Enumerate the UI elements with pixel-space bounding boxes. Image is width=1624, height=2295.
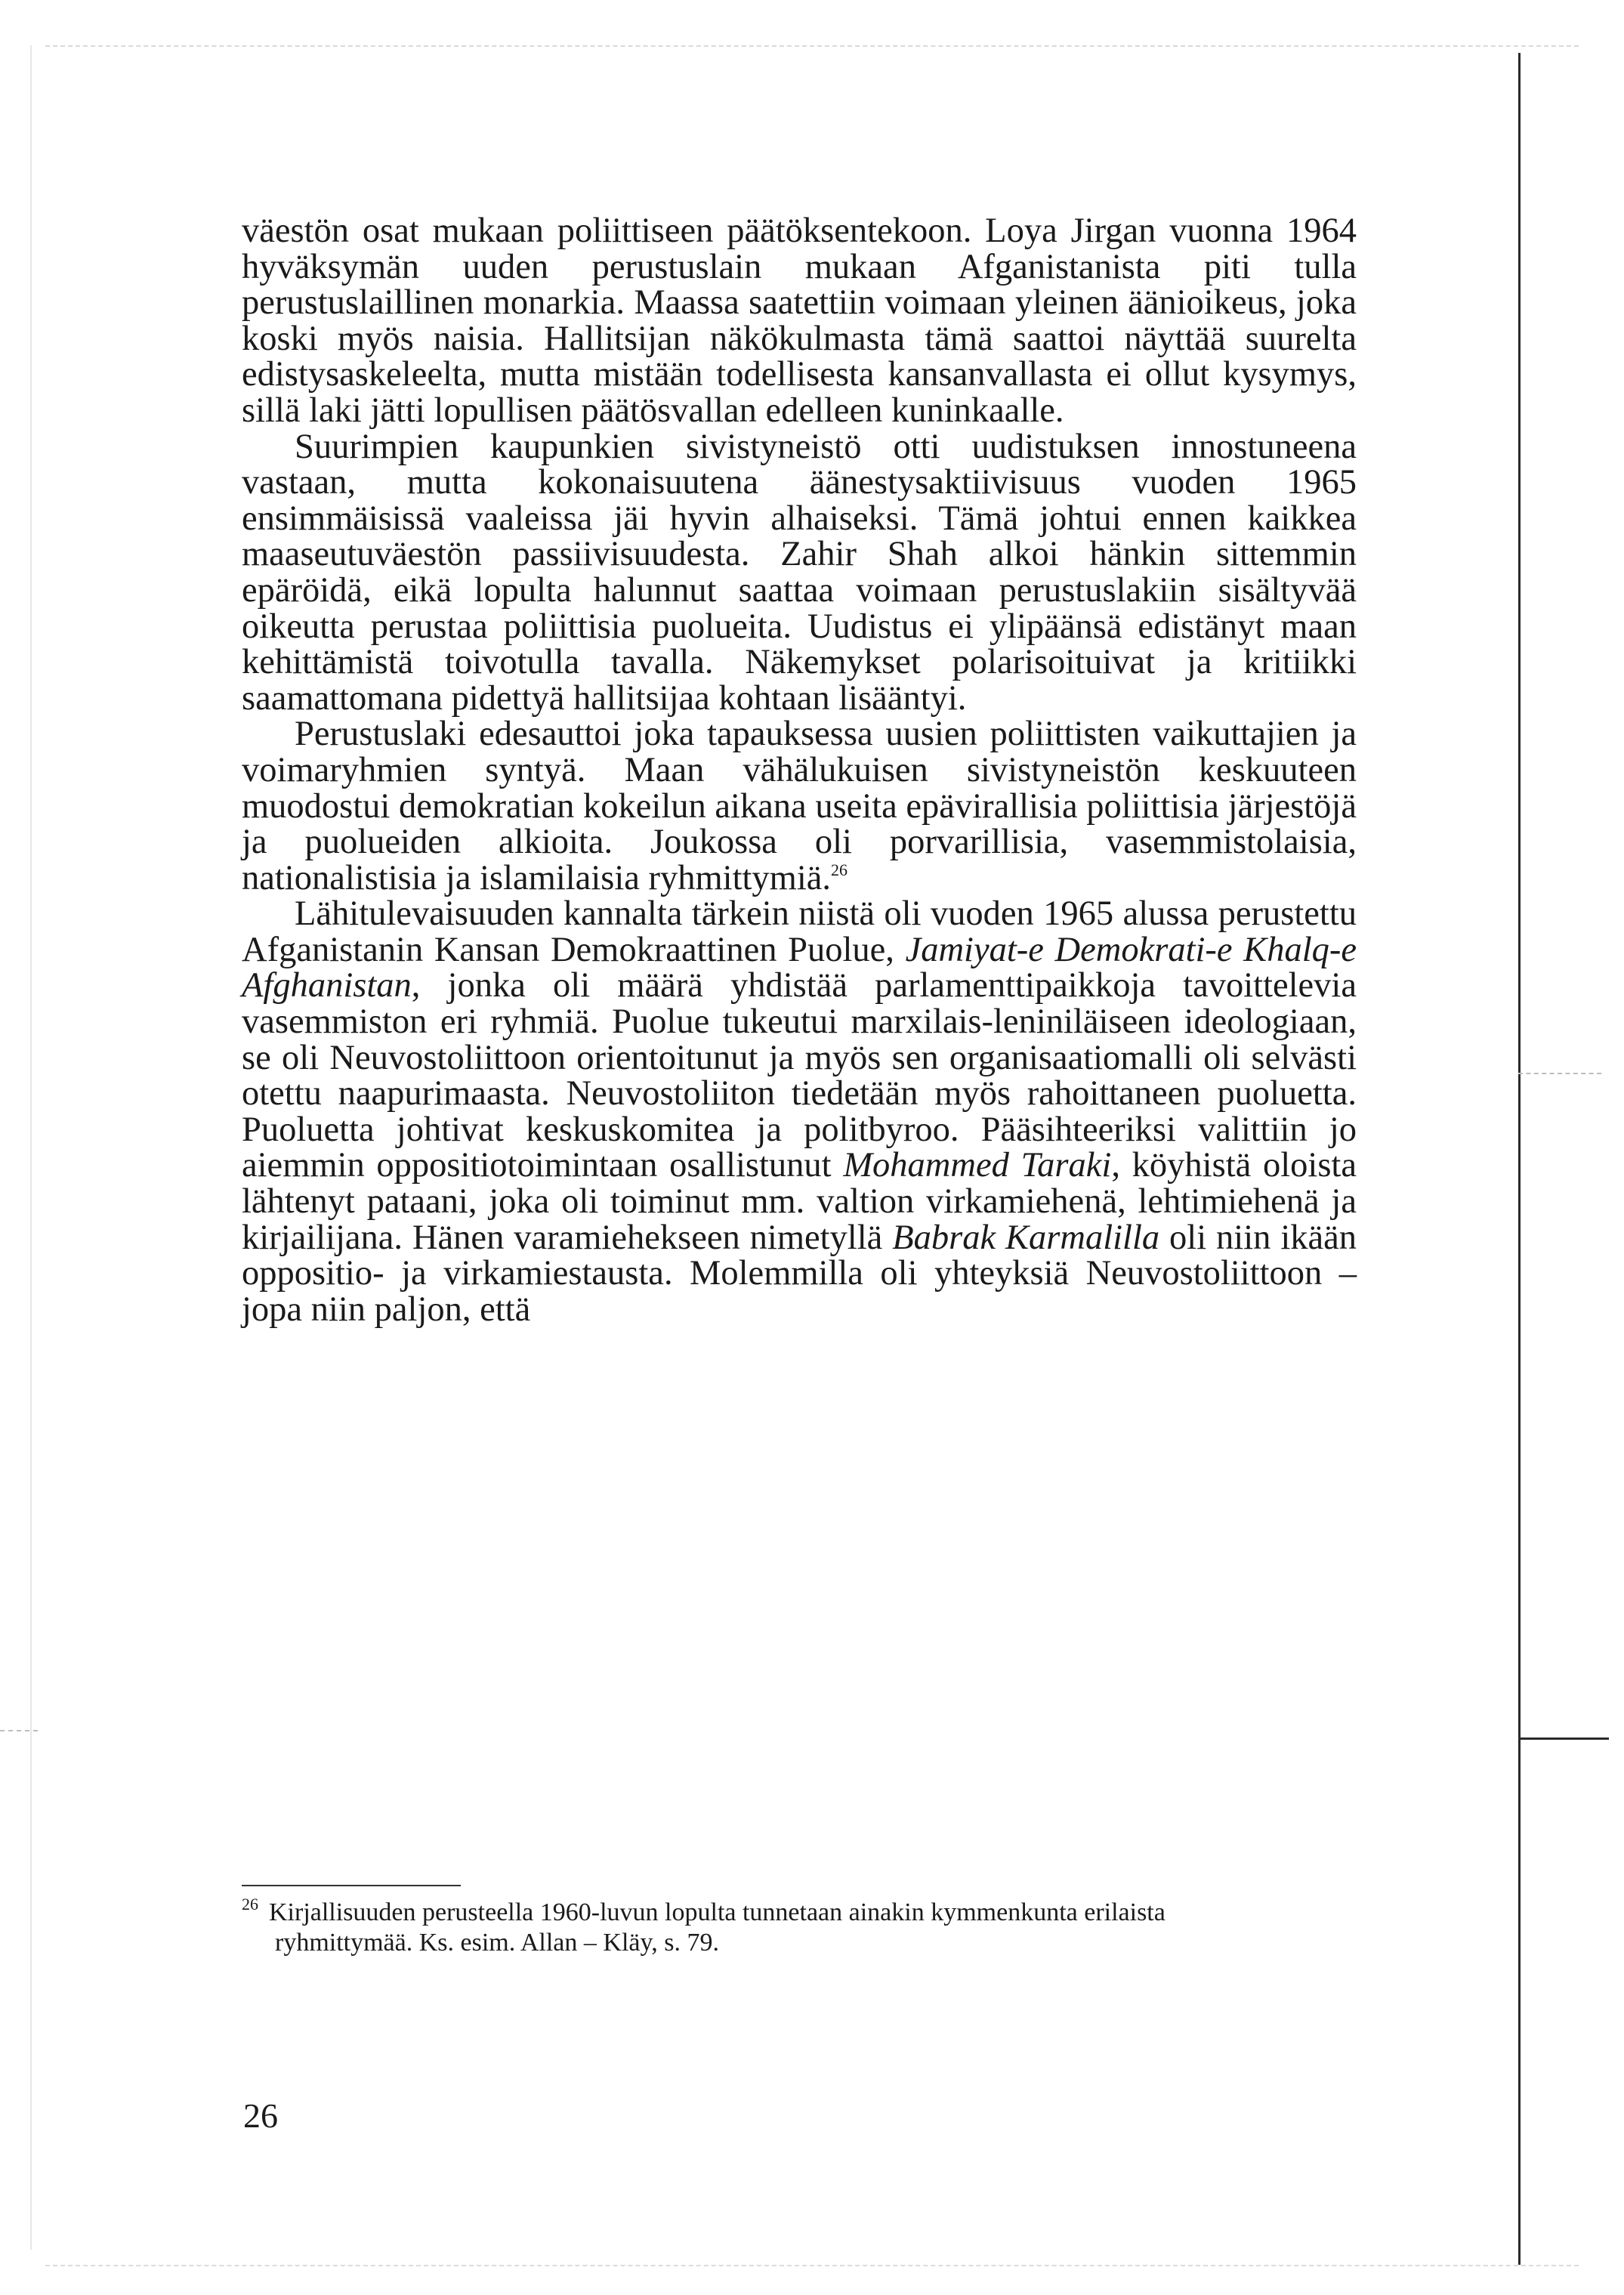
footnote <box>242 1895 1360 1958</box>
paragraph-text: Perustuslaki edesauttoi joka tapauksessa uusien poliittisten vaikuttajien ja voimaryhmien syntyä. Maan vähälukuisen sivistyneistön keskuuteen muodostui demokratian kokeilun aikana useita epävirallisia poliittisia järjestöjä ja puolueiden alkioita. Joukossa oli porvarillisia, vasemmistolaisia, nationalistisia ja islamilaisia ryhmittymiä. <box>242 715 1357 897</box>
scan-edge-top <box>45 45 1579 47</box>
footnote-number: 26 <box>242 1895 258 1914</box>
scan-mark-right-faint <box>1518 1073 1601 1074</box>
paragraph <box>242 213 1357 429</box>
footnote-reference: 26 <box>831 860 848 879</box>
paragraph <box>242 716 1357 896</box>
paragraph-text: , köyhistä oloista lähtenyt pataani, joka oli toiminut mm. valtion virkamiehenä, lehtimiehenä ja kirjailijana. Hänen varamiehekseen nimetyllä <box>242 1146 1357 1257</box>
scan-mark-right <box>1518 1737 1609 1740</box>
body-text <box>242 213 1357 1327</box>
scan-edge-left <box>30 45 32 2250</box>
footnote-line-2: ryhmittymää. Ks. esim. Allan – Kläy, s. 79. <box>275 1929 720 1957</box>
footnote-rule <box>242 1885 461 1886</box>
page-number: 26 <box>243 2096 278 2135</box>
italic-name: Babrak Karmalilla <box>892 1218 1160 1257</box>
italic-name: Jamiyat-e Demokrati-e Khalq-e Afghanistan <box>242 930 1357 1005</box>
paragraph-text: Suurimpien kaupunkien sivistyneistö otti uudistuksen innostuneena vastaan, mutta kokonaisuutena äänestysaktiivisuus vuoden 1965 ensimmäisissä vaaleissa jäi hyvin alhaiseksi. Tämä johtui ennen kaikkea maaseutuväestön passiivisuudesta. Zahir Shah alkoi hänkin sittemmin epäröidä, eikä lopulta halunnut saattaa voimaan perustuslakiin sisältyvää oikeutta perustaa poliittisia puolueita. Uudistus ei ylipäänsä edistänyt maan kehittämistä toivotulla tavalla. Näkemykset polarisoituivat ja kritiikki saamattomana pidettyä hallitsijaa kohtaan lisääntyi. <box>242 427 1357 718</box>
paragraph-text: väestön osat mukaan poliittiseen päätöksentekoon. Loya Jirgan vuonna 1964 hyväksymän uuden perustuslain mukaan Afganistanista piti tulla perustuslaillinen monarkia. Maassa saatettiin voimaan yleinen äänioikeus, joka koski myös naisia. Hallitsijan näkökulmasta tämä saattoi näyttää suurelta edistysaskeleelta, mutta mistään todellisesta kansanvallasta ei ollut kysymys, sillä laki jätti lopullisen päätösvallan edelleen kuninkaalle. <box>242 212 1357 430</box>
paragraph-text: oli niin ikään oppositio- ja virkamiestausta. Molemmilla oli yhteyksiä Neuvostoliittoon – jopa niin paljon, että <box>242 1218 1357 1329</box>
scan-mark-left <box>0 1730 38 1731</box>
footnote-line-1: Kirjallisuuden perusteella 1960-luvun lopulta tunnetaan ainakin kymmenkunta erilaista <box>269 1898 1166 1926</box>
paragraph-text: , jonka oli määrä yhdistää parlamenttipaikkoja tavoittelevia vasemmiston eri ryhmiä. Puolue tukeutui marxilais-leniniläiseen ideologiaan, se oli Neuvostoliittoon orientoitunut ja myös sen organisaatiomalli oli selvästi otettu naapurimaasta. Neuvostoliiton tiedetään myös rahoittaneen puoluetta. Puoluetta johtivat keskuskomitea ja politbyroo. Pääsihteeriksi valittiin jo aiemmin oppositiotoimintaan osallistunut <box>242 966 1357 1185</box>
scan-edge-right <box>1518 53 1521 2265</box>
scan-edge-bottom <box>45 2265 1579 2266</box>
italic-name: Mohammed Taraki <box>843 1146 1112 1185</box>
paragraph <box>242 429 1357 717</box>
paragraph-text: Lähitulevaisuuden kannalta tärkein niistä oli vuoden 1965 alussa perustettu Afganistanin Kansan Demokraattinen Puolue, <box>242 894 1357 969</box>
paragraph <box>242 896 1357 1327</box>
